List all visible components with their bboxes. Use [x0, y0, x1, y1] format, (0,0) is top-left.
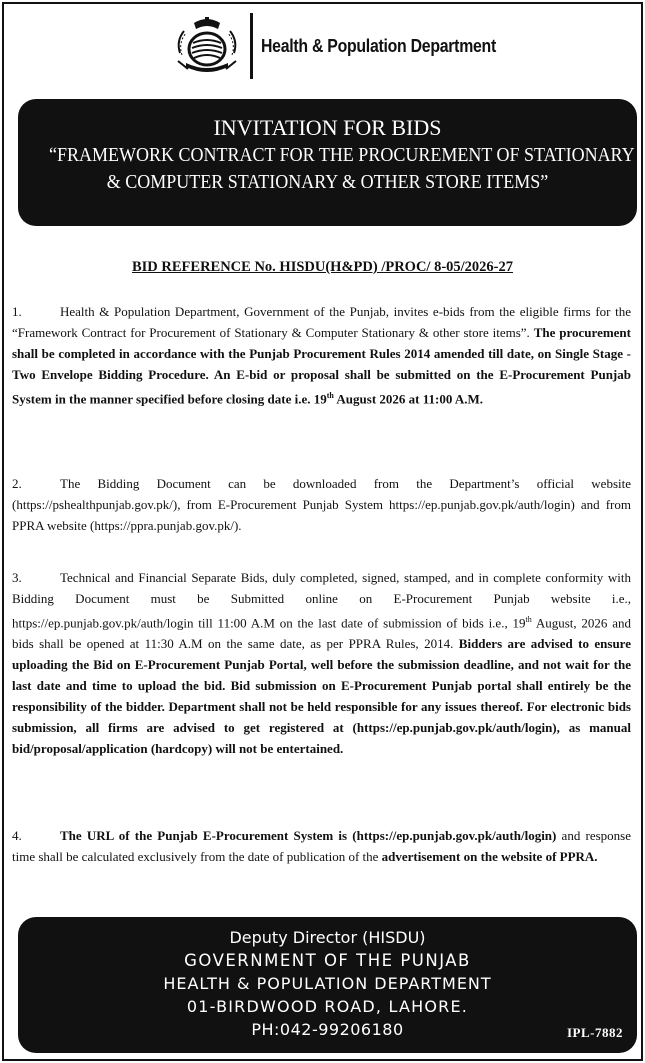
paragraph-number: 1. — [12, 304, 22, 319]
paragraph-text: The Bidding Document can be downloaded from the Department’s official website (https://pshealthpunjab.gov.pk/), from E-Procurement Punjab System https://ep.punjab.gov.pk/auth/login) and from PPRA website (https://ppra.punjab.gov.pk/). — [12, 476, 631, 533]
paragraph-text-bold: advertisement on the website of PPRA. — [381, 849, 598, 864]
superscript: th — [326, 391, 334, 400]
paragraph-text: August, 2026 and bids shall be opened at 11:30 A.M on the same date, as per PPRA Rules, 2014. — [12, 615, 631, 652]
paragraph-4 — [12, 825, 631, 867]
punjab-emblem-icon — [172, 13, 242, 79]
contact-government: GOVERNMENT OF THE PUNJAB — [184, 951, 471, 970]
paragraph-text: Health & Population Department, Government of the Punjab, invites e-bids from the eligible firms for the “Framework Contract for Procurement of Stationary & Computer Stationary & other store items”. — [12, 304, 631, 340]
paragraph-text: Technical and Financial Separate Bids, duly completed, signed, stamped, and in complete conformity with Bidding Document must be Submitted online on E-Procurement Punjab website i.e., https://ep.punjab.gov.pk/auth/login till 11:00 A.M on the last date of submission of bids i.e., 19 — [12, 570, 631, 631]
paragraph-text: and response time shall be calculated exclusively from the date of publication of the — [12, 828, 631, 864]
title-subheading-line1: “FRAMEWORK CONTRACT FOR THE PROCUREMENT OF STATIONARY — [48, 144, 635, 166]
paragraph-text-bold: For electronic bids submission, all firms are advised to get registered at (https://ep.punjab.gov.pk/auth/login), as manual bid/proposal/application (hardcopy) will not be entertained. — [12, 699, 631, 757]
ad-code: IPL-7882 — [567, 1025, 623, 1040]
paragraph-2 — [12, 473, 631, 536]
paragraph-number: 4. — [12, 828, 22, 843]
header — [172, 10, 528, 82]
paragraph-number: 3. — [12, 570, 22, 585]
contact-banner — [18, 917, 637, 1053]
superscript: th — [525, 615, 532, 624]
paragraph-1 — [12, 301, 631, 409]
contact-phone: PH:042-99206180 — [251, 1020, 404, 1039]
paragraph-text-bold: August 2026 at 11:00 A.M. — [333, 391, 484, 407]
title-subheading-line2: & COMPUTER STATIONARY & OTHER STORE ITEMS” — [106, 171, 549, 193]
paragraph-text-bold: The URL of the Punjab E-Procurement System is (https://ep.punjab.gov.pk/auth/login) — [60, 828, 562, 843]
contact-address: 01-BIRDWOOD ROAD, LAHORE. — [186, 997, 469, 1016]
paragraph-number: 2. — [12, 476, 22, 491]
paragraph-text-bold: The procurement shall be completed in accordance with the Punjab Procurement Rules 2014 amended till date, on Single Stage - Two Envelope Bidding Procedure. An E-bid or proposal shall be submitted on the E-Procurement Punjab System in the manner specified before closing date i.e. 19 — [12, 325, 631, 407]
title-banner — [18, 99, 637, 226]
contact-title: Deputy Director (HISDU) — [229, 928, 426, 947]
department-name: Health & Population Department — [261, 35, 496, 56]
paragraph-3 — [12, 567, 631, 759]
header-divider — [250, 13, 253, 79]
contact-department: HEALTH & POPULATION DEPARTMENT — [163, 974, 492, 993]
bid-reference: BID REFERENCE No. HISDU(H&PD) /PROC/ 8-05/2026-27 — [131, 259, 514, 275]
title-heading: INVITATION FOR BIDS — [213, 115, 442, 140]
paragraph-text-bold: Bidders are advised to ensure uploading the Bid on E-Procurement Punjab Portal, well before the submission deadline, and not wait for the last date and time to upload the bid. Bid submission on E-Procurement Punjab portal shall entirely be the responsibility of the bidder. Department shall not be held responsible for any issues thereof. — [12, 636, 631, 715]
